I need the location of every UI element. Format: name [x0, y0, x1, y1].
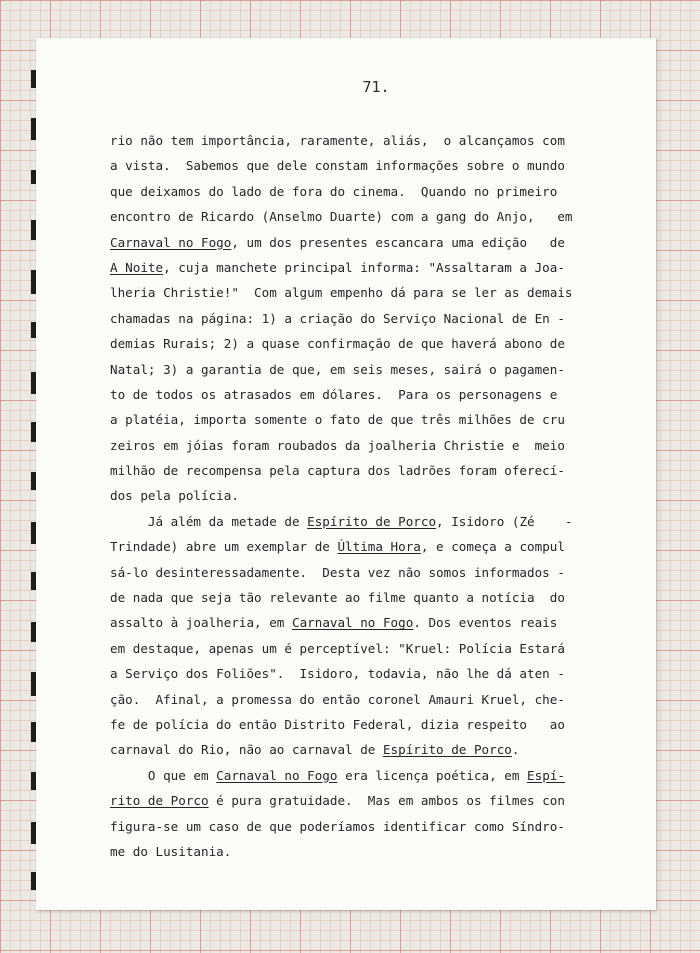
text-line	[110, 712, 590, 737]
underlined-title: rito de Porco	[110, 793, 209, 809]
text-run: ção. Afinal, a promessa do então coronel Amauri Kruel, che-	[110, 691, 565, 707]
text-line	[110, 458, 590, 483]
text-run: me do Lusitania.	[110, 843, 232, 859]
typed-page	[36, 38, 656, 910]
text-line	[110, 814, 590, 839]
text-line	[110, 763, 590, 788]
text-run: , e começa a compul	[420, 539, 565, 555]
text-line	[110, 280, 590, 305]
text-line	[110, 839, 590, 864]
text-run: sá-lo desinteressadamente. Desta vez não somos informados -	[110, 564, 565, 580]
text-run: lheria Christie!" Com algum empenho dá para se ler as demais	[110, 285, 573, 301]
text-line	[110, 610, 590, 635]
text-line	[110, 661, 590, 686]
text-run: zeiros em jóias foram roubados da joalheria Christie e meio	[110, 437, 565, 453]
paragraph	[110, 509, 590, 763]
text-line	[110, 382, 590, 407]
text-line	[110, 153, 590, 178]
text-line	[110, 788, 590, 813]
text-run: , cuja manchete principal informa: "Assaltaram a Joa-	[163, 259, 565, 275]
text-run: rio não tem importância, raramente, aliás, o alcançamos com	[110, 133, 565, 148]
text-run: demias Rurais; 2) a quase confirmação de que haverá abono de	[110, 336, 565, 352]
text-run: carnaval do Rio, não ao carnaval de	[110, 742, 383, 758]
text-line	[110, 433, 590, 458]
text-line	[110, 483, 590, 508]
text-run: em destaque, apenas um é perceptível: "Kruel: Polícia Estará	[110, 640, 565, 656]
text-line	[110, 331, 590, 356]
underlined-title: Espí-	[527, 767, 565, 783]
text-line	[110, 255, 590, 280]
text-line	[110, 737, 590, 762]
text-run: Já além da metade de	[110, 513, 308, 529]
text-line	[110, 687, 590, 712]
text-run: a platéia, importa somente o fato de que três milhões de cru	[110, 412, 565, 428]
text-run: Trindade) abre um exemplar de	[110, 539, 338, 555]
text-line	[110, 179, 590, 204]
text-run: , um dos presentes escancara uma edição de	[231, 234, 565, 250]
text-line	[110, 128, 590, 153]
text-run: O que em	[110, 767, 217, 783]
text-line	[110, 585, 590, 610]
text-run: é pura gratuidade. Mas em ambos os filmes con	[208, 793, 565, 809]
underlined-title: Carnaval no Fogo	[216, 767, 338, 783]
text-run: .	[511, 742, 520, 758]
text-run: era licença poética, em	[337, 767, 528, 783]
text-line	[110, 534, 590, 559]
underlined-title: Carnaval no Fogo	[110, 234, 232, 250]
text-run: figura-se um caso de que poderíamos identificar como Síndro-	[110, 818, 565, 834]
text-run: . Dos eventos reais	[413, 615, 558, 631]
underlined-title: Carnaval no Fogo	[291, 615, 414, 631]
text-run: encontro de Ricardo (Anselmo Duarte) com a gang do Anjo, em	[110, 209, 573, 225]
body-text	[110, 128, 590, 864]
text-run: dos pela polícia.	[110, 488, 239, 504]
underlined-title: Espírito de Porco	[307, 513, 437, 529]
text-run: que deixamos do lado de fora do cinema. Quando no primeiro	[110, 183, 558, 199]
paragraph	[110, 763, 590, 865]
underlined-title: A Noite	[110, 259, 164, 275]
underlined-title: Espírito de Porco	[382, 742, 512, 758]
text-run: Natal; 3) a garantia de que, em seis meses, sairá o pagamen-	[110, 361, 565, 377]
text-run: a vista. Sabemos que dele constam informações sobre o mundo	[110, 158, 565, 174]
text-run: chamadas na página: 1) a criação do Serviço Nacional de En -	[110, 310, 565, 326]
text-run: a Serviço dos Foliões". Isidoro, todavia, não lhe dá aten -	[110, 666, 565, 682]
text-run: fe de polícia do então Distrito Federal, dizia respeito ao	[110, 716, 565, 732]
text-line	[110, 407, 590, 432]
text-line	[110, 636, 590, 661]
text-line	[110, 509, 590, 534]
paragraph	[110, 128, 590, 509]
text-run: , Isidoro (Zé -	[436, 513, 573, 529]
text-line	[110, 230, 590, 255]
text-line	[110, 560, 590, 585]
text-run: de nada que seja tão relevante ao filme quanto a notícia do	[110, 590, 565, 606]
page-number: 71.	[362, 78, 390, 96]
text-line	[110, 357, 590, 382]
text-run: to de todos os atrasados em dólares. Para os personagens e	[110, 386, 558, 402]
text-run: assalto à joalheria, em	[110, 615, 292, 631]
text-run: milhão de recompensa pela captura dos ladrões foram oferecí-	[110, 463, 565, 479]
text-line	[110, 204, 590, 229]
underlined-title: Última Hora	[337, 539, 421, 555]
text-line	[110, 306, 590, 331]
